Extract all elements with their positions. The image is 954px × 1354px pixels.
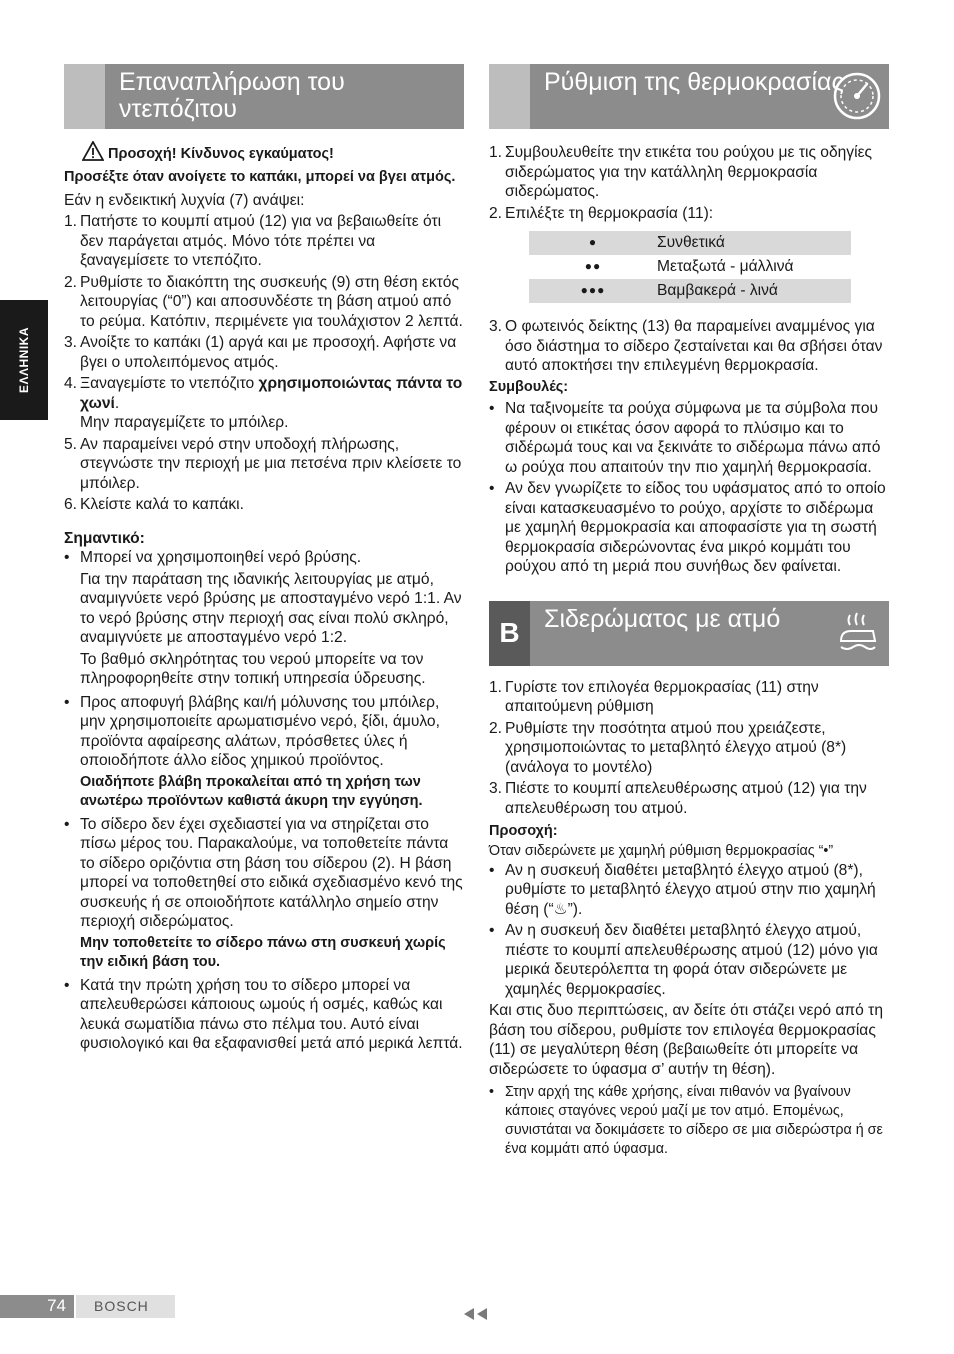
list-item: • Αν δεν γνωρίζετε το είδος του υφάσματος από το οποίο είναι κατασκευασμένο το ρούχο, αρχίστε το σιδέρωμα με χαμηλή θερμοκρασία και αποφασίστε για τη σωστή θερμοκρασία σιδερώνοντας ένα μικρό κομμάτι του ρούχου από τη μεριά που συνήθως δεν φαίνεται. bbox=[489, 480, 886, 575]
warning-triangle-icon bbox=[82, 141, 104, 168]
list-item: • Μπορεί να χρησιμοποιηθεί νερό βρύσης. bbox=[64, 549, 362, 566]
temperature-table bbox=[529, 231, 851, 303]
section-letter: B bbox=[489, 601, 530, 666]
header-square bbox=[489, 64, 530, 129]
list-item: 2. Επιλέξτε τη θερμοκρασία (11): bbox=[489, 204, 714, 222]
section-title: Ρύθμιση της θερμοκρασίας bbox=[544, 68, 844, 96]
section-title: Σιδερώματος με ατμό bbox=[544, 604, 781, 633]
list-item: 2. Ρυθμίστε το διακόπτη της συσκευής (9) στη θέση εκτός λειτουργίας (“0”) και αποσυνδέστε τη βάση ατμού από το ρεύμα. Κατόπιν, περιμένετε για τουλάχιστον 2 λεπτά. bbox=[64, 273, 463, 330]
list-item: 4. Ξαναγεμίστε το ντεπόζιτο χρησιμοποιώντας πάντα το χωνί. Μην παραγεμίζετε το μπόιλερ. bbox=[64, 375, 463, 431]
list-item: • Στην αρχή της κάθε χρήσης, είναι πιθανόν να βγαίνουν κάποιες σταγόνες νερού μαζί με τον ατμό. Επομένως, συνιστάται να δοκιμάσετε το σίδερο σε μια σιδερώστρα ή σε ένα κομμάτι από ύφασμα. bbox=[489, 1084, 883, 1157]
list-item: • Κατά την πρώτη χρήση του το σίδερο μπορεί να απελευθερώσει κάποιους ωμούς ή οσμές, καθώς και λευκά σωματίδια πάνω στο πέλμα του. Αυτό είναι φυσιολογικό και θα εξαφανισθεί μετά από μερικά λεπτά. bbox=[64, 976, 463, 1052]
list-item: 3. Ανοίξτε το καπάκι (1) αργά και με προσοχή. Αφήστε να βγει ο υπολειπόμενος ατμός. bbox=[64, 334, 457, 371]
caution-title: Προσοχή: bbox=[489, 823, 558, 839]
tips-title: Συμβουλές: bbox=[489, 378, 569, 395]
list-item: • Αν η συσκευή διαθέτει μεταβλητό έλεγχο ατμού (8*), ρυθμίστε το μεταβλητό έλεγχο ατμού στην πιο χαμηλή θέση (“♨”). bbox=[489, 861, 876, 918]
list-item: 6. Κλείστε καλά το καπάκι. bbox=[64, 496, 244, 513]
language-tab bbox=[0, 300, 48, 420]
section-header-steam bbox=[489, 601, 889, 666]
header-square bbox=[64, 64, 105, 129]
paragraph: Και στις δυο περιπτώσεις, αν δείτε ότι στάζει νερό από τη βάση του σίδερου, ρυθμίστε τον επιλογέα θερμοκρασίας (11) σε μεγαλύτερη θέση (βεβαιωθείτε ότι μπορείτε να σιδερώσετε το ύφασμα σ’ αυτήν τη θέση). bbox=[489, 1002, 884, 1078]
caution-intro: Όταν σιδερώνετε με χαμηλή ρύθμιση θερμοκρασίας “•” bbox=[489, 842, 834, 859]
paragraph: Το βαθμό σκληρότητας του νερού μπορείτε να τον πληροφορηθείτε στην τοπική υπηρεσία ύδρευσης. bbox=[80, 650, 426, 687]
table-row: ●● Μεταξωτά - μάλλινά bbox=[584, 258, 794, 276]
back-arrows-icon[interactable] bbox=[462, 1307, 490, 1321]
table-row: ●●● Βαμβακερά - λινά bbox=[529, 279, 851, 303]
left-column bbox=[64, 64, 464, 1054]
bold-note: Μην τοποθετείτε το σίδερο πάνω στη συσκευή χωρίς την ειδική βάση του. bbox=[80, 934, 446, 970]
paragraph: Για την παράταση της ιδανικής λειτουργίας με ατμό, αναμιγνύετε νερό βρύσης με αποσταγμένο νερό 1:1. Αν το νερό βρύσης στην περιοχή σας είναι πολύ σκληρό, αναμιγνύετε με αποσταγμένο νερό 1:2. bbox=[80, 570, 462, 646]
important-title: Σημαντικό: bbox=[64, 529, 145, 547]
page-number: 74 bbox=[0, 1295, 74, 1318]
list-item: 1. Γυρίστε τον επιλογέα θερμοκρασίας (11) στην απαιτούμενη ρύθμιση bbox=[489, 678, 819, 715]
list-item: 1. Πατήστε το κουμπί ατμού (12) για να βεβαιωθείτε ότι δεν παράγεται ατμός. Μόνο τότε πρέπει να ξαναγεμίσετε το ντεπόζιτο. bbox=[64, 213, 442, 269]
steam-iron-icon bbox=[831, 607, 883, 659]
table-row: ● Συνθετικά bbox=[529, 231, 851, 255]
list-item: 3. Πιέστε το κουμπί απελευθέρωσης ατμού (12) για την απελευθέρωση του ατμού. bbox=[489, 780, 867, 817]
language-label: ΕΛΛΗΝΙΚΑ bbox=[17, 326, 31, 394]
warning-title: Προσοχή! Κίνδυνος εγκαύματος! bbox=[108, 146, 334, 162]
bold-note: Οιαδήποτε βλάβη προκαλείται από τη χρήση των ανωτέρω προϊόντων καθιστά άκυρη την εγγύηση. bbox=[80, 773, 423, 809]
section-title: Επαναπλήρωση του ντεπόζιτου bbox=[119, 68, 345, 123]
intro-text: Εάν η ενδεικτική λυχνία (7) ανάψει: bbox=[64, 191, 305, 209]
warning-text: Προσέξτε όταν ανοίγετε το καπάκι, μπορεί να βγει ατμός. bbox=[64, 168, 456, 185]
list-item: 3. Ο φωτεινός δείκτης (13) θα παραμείνει αναμμένος για όσο διάστημα το σίδερο ζεσταίνεται και θα σβήσει όταν αυτό αποκτήσει την επιλεγμένη θερμοκρασία. bbox=[489, 318, 883, 374]
right-column bbox=[489, 64, 889, 1159]
brand-label: BOSCH bbox=[76, 1295, 175, 1318]
list-item: • Το σίδερο δεν έχει σχεδιαστεί για να στηρίζεται στο πίσω μέρος του. Παρακαλούμε, να τοποθετείτε πάντα το σίδερο οριζόντια στη βάση του σίδερου (2). Η βάση μπορεί να τοποθετηθεί στο ειδικά σχεδιασμένο κενό της συσκευής ή σε οποιοδήποτε κατάλληλο σημείο στην περιοχή σιδερώματος. bbox=[64, 815, 463, 930]
list-item: 5. Αν παραμείνει νερό στην υποδοχή πλήρωσης, στεγνώστε την περιοχή με μια πετσένα πριν κλείσετε το μπόιλερ. bbox=[64, 435, 462, 492]
temperature-dial-icon bbox=[831, 70, 883, 122]
list-item: • Αν η συσκευή δεν διαθέτει μεταβλητό έλεγχο ατμού, πιέστε το κουμπί απελευθέρωσης ατμού (12) μόνο για μερικά δευτερόλεπτα τη φορά όταν σιδερώνετε με χαμηλές θερμοκρασίες. bbox=[489, 922, 878, 998]
list-item: 2. Ρυθμίστε την ποσότητα ατμού που χρειάζεστε, χρησιμοποιώντας το μεταβλητό έλεγχο ατμού (8*) (ανάλογα το μοντέλο) bbox=[489, 719, 847, 776]
section-header-refill bbox=[64, 64, 464, 129]
list-item: • Προς αποφυγή βλάβης και/ή μόλυνσης του μπόιλερ, μην χρησιμοποιείτε αρωματισμένο νερό, ξίδι, άμυλο, προϊόντα αφαίρεσης αλάτων, πρόσθετες ύλες ή οποιοδήποτε άλλο είδος χημικού προϊόντος. bbox=[64, 693, 440, 769]
list-item: • Να ταξινομείτε τα ρούχα σύμφωνα με τα σύμβολα που φέρουν οι ετικέτας όσον αφορά το πλύσιμο και το σιδέρωμά τους και να ξεκινάτε το σιδέρωμα πάνω από ω ρούχα που απαιτούν την πιο χαμηλή θερμοκρασία. bbox=[489, 400, 881, 476]
list-item: 1. Συμβουλευθείτε την ετικέτα του ρούχου με τις οδηγίες σιδερώματος για την κατάλληλη θερμοκρασία σιδερώματος. bbox=[489, 144, 873, 200]
section-header-temperature bbox=[489, 64, 889, 129]
